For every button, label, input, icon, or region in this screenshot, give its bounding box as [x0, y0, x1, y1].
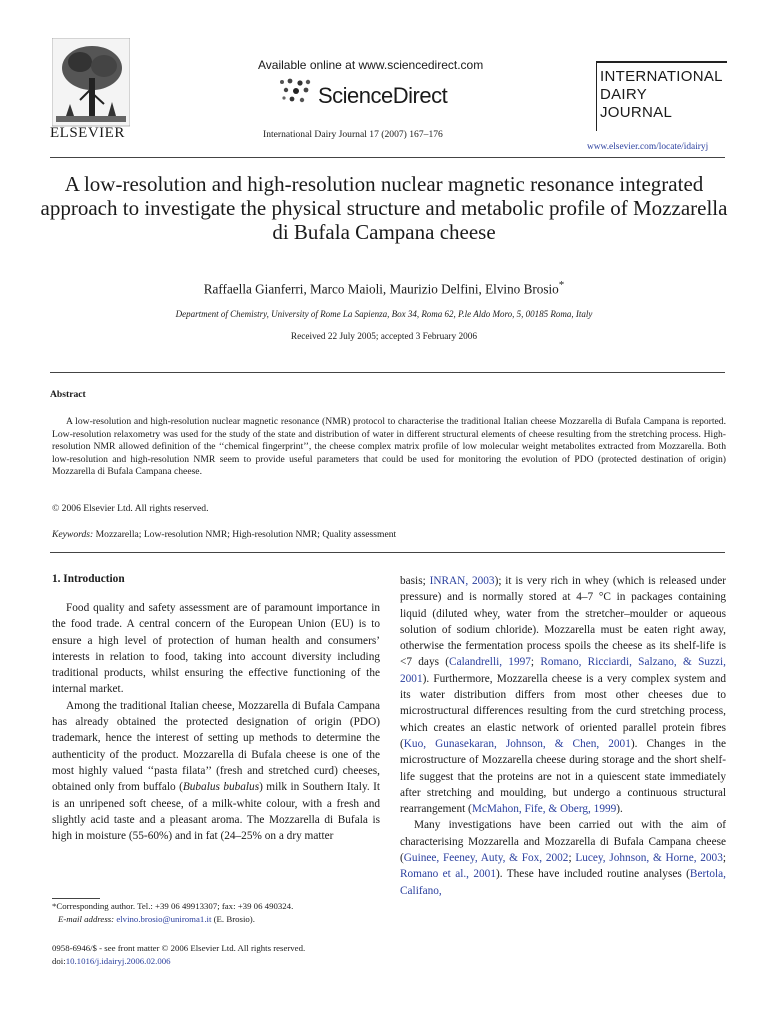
r2-text-b: ; — [568, 852, 576, 865]
corresponding-author-note: *Corresponding author. Tel.: +39 06 49913307; fax: +39 06 490324. — [52, 901, 294, 911]
species-name: Bubalus bubalus — [182, 781, 260, 794]
footnote-rule — [52, 898, 100, 899]
r2-text-a: Many investigations have been carried out with the aim of characterising Mozzarella and Mozzarella di Bufala Campana cheese ( — [400, 819, 726, 865]
front-matter-line: 0958-6946/$ - see front matter © 2006 Elsevier Ltd. All rights reserved. — [52, 943, 306, 953]
r2-text-d: ). These have included routine analyses ( — [495, 868, 690, 881]
ref-bertola[interactable]: Bertola, Califano, — [400, 868, 726, 897]
doi-link[interactable]: 10.1016/j.idairyj.2006.02.006 — [65, 956, 171, 966]
p2-text-b: ) milk in Southern Italy. It is an unripened soft cheese, of a milk-white colour, with a fresh and slightly acid taste and a pleasant aroma. The Mozzarella di Bufala is high in moisture (55-60%) and in fat (24–25% on a dry matter — [52, 781, 381, 843]
right-paragraph-2 — [400, 817, 726, 898]
r1-text-c: ; — [530, 656, 541, 669]
left-column — [52, 600, 380, 844]
r1-text-d: ). Furthermore, Mozzarella cheese is a very complex system and its water distribution differs from most other cheeses due to microstructural differences resulting from the curd stretching process, which creates an elastic network of oriented parallel protein fibres ( — [400, 672, 726, 750]
r1-text-a: basis; — [400, 575, 430, 587]
authors-text: Raffaella Gianferri, Marco Maioli, Maurizio Delfini, Elvino Brosio — [203, 281, 559, 297]
abstract-copyright: © 2006 Elsevier Ltd. All rights reserved. — [52, 503, 209, 514]
received-dates: Received 22 July 2005; accepted 3 February 2006 — [290, 332, 478, 342]
r1-text-f: ). — [616, 803, 623, 816]
r2-text-c: ; — [722, 852, 726, 865]
p2-text-a: Among the traditional Italian cheese, Mozzarella di Bufala Campana has already obtained the protected designation of origin (PDO) trademark, hence the interest of setting up methods to determine the authenticity of the product. Mozzarella di Bufala cheese is one of the most highly valued ‘‘pasta filata’’ (fresh and stretched curd) cheeses, obtained only from buffalo ( — [52, 699, 380, 794]
doi-label: doi: — [52, 956, 66, 966]
journal-url-link[interactable]: www.elsevier.com/locate/idairyj — [587, 142, 709, 152]
r1-text-e: ). Changes in the microstructure of Mozzarella cheese during storage and the short shelf-life suggest that the proteins are not in a quiescent state immediately after stretching and moulding, but undergo a continuous structural rearrangement ( — [400, 737, 726, 816]
keywords-list: Mozzarella; Low-resolution NMR; High-resolution NMR; Quality assessment — [93, 529, 397, 540]
ref-calandrelli[interactable]: Calandrelli, 1997 — [449, 656, 531, 669]
abstract-text: A low-resolution and high-resolution nuclear magnetic resonance (NMR) protocol to characterise the traditional Italian cheese Mozzarella di Bufala Campana is reported. Low-resolution relaxometry was used for the study of the state and distribution of water in different structural elements of cheese resulting from the stretching process. High-resolution NMR allowed definition of the ‘‘chemical fingerprint’’, the cheese complex matrix profile of low molecular weight metabolites extracted from Mozzarella. Both low-resolution and high-resolution NMR seem to provide useful parameters that could be used for monitoring the evolution of PDO (protected destination of origin) Mozzarella di Bufala Campana cheese. — [52, 416, 726, 477]
abstract-body — [52, 416, 726, 479]
footnote — [52, 900, 382, 926]
keywords-label: Keywords: — [52, 529, 94, 540]
header-rule — [50, 157, 725, 158]
available-online-text: Available online at www.sciencedirect.com — [258, 58, 484, 72]
abstract-bottom-rule — [50, 552, 725, 553]
sciencedirect-logo: ScienceDirect — [318, 83, 448, 108]
right-paragraph-1 — [400, 573, 726, 817]
ref-lucey[interactable]: Lucey, Johnson, & Horne, 2003 — [575, 852, 723, 865]
ref-romano-2001[interactable]: Romano, Ricciardi, Salzano, & Suzzi, 2001 — [400, 656, 726, 685]
abstract-top-rule — [50, 372, 725, 373]
r1-text-b: ); it is very rich in whey (which is released under pressure) and is normally stored at 4–7 °C in packages containing liquid (diluted whey, water from the stretcher–moulder or aqueous solution of sodium chloride). Mozzarella must be eaten right away, otherwise the fermentation process spoils the cheese as its shelf-life is <7 days ( — [400, 575, 727, 669]
ref-guinee[interactable]: Guinee, Feeney, Auty, & Fox, 2002 — [403, 852, 569, 865]
intro-paragraph-2 — [52, 698, 380, 845]
front-matter — [52, 942, 305, 968]
abstract-heading: Abstract — [50, 389, 86, 400]
email-line — [52, 913, 382, 926]
section-heading-introduction: 1. Introduction — [52, 573, 125, 585]
sciencedirect-dots-icon — [276, 78, 316, 108]
keywords-line — [52, 529, 396, 540]
ref-mcmahon[interactable]: McMahon, Fife, & Oberg, 1999 — [471, 803, 617, 816]
doi-line — [52, 955, 305, 968]
affiliation: Department of Chemistry, University of Rome La Sapienza, Box 34, Roma 62, P.le Aldo Moro, 5, 00185 Roma, Italy — [175, 309, 593, 319]
email-suffix: (E. Brosio). — [211, 914, 255, 924]
ref-romano-et-al[interactable]: Romano et al., 2001 — [400, 868, 496, 881]
publisher-name: ELSEVIER — [50, 125, 125, 141]
elsevier-tree-logo — [52, 38, 130, 136]
journal-citation: International Dairy Journal 17 (2007) 167–176 — [263, 129, 443, 140]
journal-logo: INTERNATIONAL DAIRY JOURNAL — [600, 68, 723, 121]
email-label: E-mail address: — [58, 914, 115, 924]
email-link[interactable]: elvino.brosio@uniroma1.it — [116, 914, 212, 924]
author-list — [40, 279, 728, 297]
ref-kuo[interactable]: Kuo, Gunasekaran, Johnson, & Chen, 2001 — [403, 737, 631, 750]
right-column — [400, 573, 726, 899]
article-title: A low-resolution and high-resolution nuclear magnetic resonance integrated approach to investigate the physical structure and metabolic profile of Mozzarella di Bufala Campana cheese — [40, 172, 728, 244]
corresponding-mark[interactable]: * — [558, 279, 565, 291]
intro-paragraph-1: Food quality and safety assessment are of paramount importance in the food trade. A central concern of the European Union (EU) is to ensure a high level of protection of human health and consumers’ interests in relation to food, taking into account diversity including traditional products, whilst ensuring the effective functioning of the internal market. — [52, 602, 380, 696]
ref-inran[interactable]: INRAN, 2003 — [429, 575, 495, 587]
